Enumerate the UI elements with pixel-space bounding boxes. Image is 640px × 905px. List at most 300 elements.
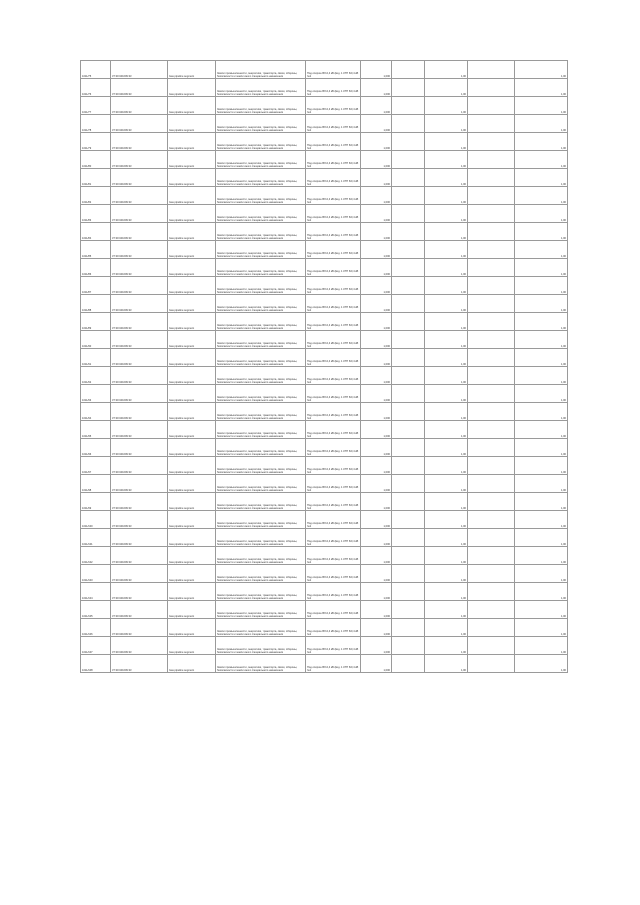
table-cell-v1 [392, 529, 425, 547]
table-cell-kind: Gas pipeline segment [168, 97, 216, 115]
table-cell-desc: Земли промышленности, энергетики, транспорта, связи, обороны, безопасности и земли иного специального назначения [216, 223, 306, 241]
table-cell-n: 1011/107 [81, 637, 111, 655]
table-cell-qty: 1,000 [361, 133, 392, 151]
table-cell-v3 [468, 241, 515, 259]
table-cell-addr: Под опорою ВЛ-0,4 кВ фид. 1 КТП 6/0,4 кВ №1 [306, 457, 361, 475]
table-cell-kind: Gas pipeline segment [168, 619, 216, 637]
table-cell-code: 37:30:041609:33 [111, 601, 168, 619]
table-row [81, 277, 568, 295]
table-cell-code: 37:30:041609:33 [111, 367, 168, 385]
table-cell-total: 1,00 [515, 259, 568, 277]
table-cell-addr: Под опорою ВЛ-0,4 кВ фид. 1 КТП 6/0,4 кВ №1 [306, 511, 361, 529]
table-cell-v1 [392, 493, 425, 511]
table-cell-qty: 1,000 [361, 331, 392, 349]
table-row [81, 385, 568, 403]
table-cell-qty: 1,000 [361, 439, 392, 457]
table-cell-qty: 1,000 [361, 583, 392, 601]
table-cell-addr: Под опорою ВЛ-0,4 кВ фид. 1 КТП 6/0,4 кВ №1 [306, 619, 361, 637]
table-cell-addr: Под опорою ВЛ-0,4 кВ фид. 1 КТП 6/0,4 кВ №1 [306, 115, 361, 133]
table-cell-v2: 1,00 [425, 295, 468, 313]
table-cell-v3 [468, 547, 515, 565]
table-cell-total: 1,00 [515, 637, 568, 655]
table-cell-v2: 1,00 [425, 241, 468, 259]
table-cell-addr: Под опорою ВЛ-0,4 кВ фид. 1 КТП 6/0,4 кВ №1 [306, 601, 361, 619]
table-cell-v1 [392, 457, 425, 475]
table-cell-code: 37:30:041609:33 [111, 151, 168, 169]
table-row [81, 655, 568, 673]
table-cell-v2: 1,00 [425, 457, 468, 475]
table-cell-desc: Земли промышленности, энергетики, транспорта, связи, обороны, безопасности и земли иного специального назначения [216, 475, 306, 493]
table-cell-v1 [392, 313, 425, 331]
table-cell-v1 [392, 565, 425, 583]
table-cell-desc: Земли промышленности, энергетики, транспорта, связи, обороны, безопасности и земли иного специального назначения [216, 511, 306, 529]
table-cell-total: 1,00 [515, 187, 568, 205]
table-cell-n: 1011/97 [81, 457, 111, 475]
table-cell-v3 [468, 493, 515, 511]
table-cell-n: 1011/99 [81, 493, 111, 511]
table-row [81, 241, 568, 259]
table-cell-v3 [468, 349, 515, 367]
table-row [81, 511, 568, 529]
table-cell-addr: Под опорою ВЛ-0,4 кВ фид. 1 КТП 6/0,4 кВ №1 [306, 187, 361, 205]
table-cell-desc: Земли промышленности, энергетики, транспорта, связи, обороны, безопасности и земли иного специального назначения [216, 457, 306, 475]
table-cell-v2: 1,00 [425, 313, 468, 331]
table-cell-v3 [468, 223, 515, 241]
table-cell-kind: Gas pipeline segment [168, 439, 216, 457]
table-cell-code: 37:30:041609:33 [111, 331, 168, 349]
table-cell-total: 1,00 [515, 115, 568, 133]
table-cell-v1 [392, 187, 425, 205]
table-row [81, 601, 568, 619]
table-cell-v3 [468, 205, 515, 223]
table-cell-qty: 1,000 [361, 187, 392, 205]
table-cell-total: 1,00 [515, 79, 568, 97]
table-cell-v2: 1,00 [425, 331, 468, 349]
table-cell-v2: 1,00 [425, 439, 468, 457]
table-cell-addr: Под опорою ВЛ-0,4 кВ фид. 1 КТП 6/0,4 кВ №1 [306, 439, 361, 457]
table-cell-total: 1,00 [515, 223, 568, 241]
table-cell-kind: Gas pipeline segment [168, 295, 216, 313]
table-row [81, 331, 568, 349]
table-cell-n: 1011/85 [81, 241, 111, 259]
table-cell-addr: Под опорою ВЛ-0,4 кВ фид. 1 КТП 6/0,4 кВ №1 [306, 403, 361, 421]
table-cell-code: 37:30:041609:33 [111, 619, 168, 637]
table-cell-total: 1,00 [515, 97, 568, 115]
table-cell-desc: Земли промышленности, энергетики, транспорта, связи, обороны, безопасности и земли иного специального назначения [216, 637, 306, 655]
table-row [81, 223, 568, 241]
table-cell-v3 [468, 385, 515, 403]
table-cell-total: 1,00 [515, 619, 568, 637]
table-row [81, 259, 568, 277]
table-cell-qty: 1,000 [361, 475, 392, 493]
table-cell-desc: Земли промышленности, энергетики, транспорта, связи, обороны, безопасности и земли иного специального назначения [216, 61, 306, 79]
table-row [81, 205, 568, 223]
table-cell-total: 1,00 [515, 511, 568, 529]
table-cell-kind: Gas pipeline segment [168, 529, 216, 547]
table-cell-addr: Под опорою ВЛ-0,4 кВ фид. 1 КТП 6/0,4 кВ №1 [306, 313, 361, 331]
table-cell-v2: 1,00 [425, 187, 468, 205]
table-cell-v2: 1,00 [425, 493, 468, 511]
table-cell-total: 1,00 [515, 331, 568, 349]
table-cell-total: 1,00 [515, 367, 568, 385]
table-cell-v2: 1,00 [425, 367, 468, 385]
table-cell-code: 37:30:041609:33 [111, 511, 168, 529]
table-cell-desc: Земли промышленности, энергетики, транспорта, связи, обороны, безопасности и земли иного специального назначения [216, 133, 306, 151]
table-cell-qty: 1,000 [361, 349, 392, 367]
table-cell-kind: Gas pipeline segment [168, 79, 216, 97]
table-cell-qty: 1,000 [361, 529, 392, 547]
table-cell-n: 1011/104 [81, 583, 111, 601]
table-cell-total: 1,00 [515, 295, 568, 313]
table-cell-qty: 1,000 [361, 313, 392, 331]
table-cell-v1 [392, 223, 425, 241]
table-cell-v1 [392, 205, 425, 223]
table-cell-code: 37:30:041609:33 [111, 385, 168, 403]
table-row [81, 403, 568, 421]
table-cell-v2: 1,00 [425, 169, 468, 187]
table-cell-total: 1,00 [515, 565, 568, 583]
table-cell-total: 1,00 [515, 421, 568, 439]
table-cell-total: 1,00 [515, 529, 568, 547]
table-cell-v1 [392, 295, 425, 313]
table-row [81, 151, 568, 169]
table-cell-code: 37:30:041609:33 [111, 493, 168, 511]
table-cell-v2: 1,00 [425, 133, 468, 151]
table-cell-v3 [468, 61, 515, 79]
table-row [81, 115, 568, 133]
table-cell-desc: Земли промышленности, энергетики, транспорта, связи, обороны, безопасности и земли иного специального назначения [216, 349, 306, 367]
table-cell-qty: 1,000 [361, 385, 392, 403]
table-cell-v1 [392, 511, 425, 529]
table-cell-total: 1,00 [515, 655, 568, 673]
table-cell-v1 [392, 601, 425, 619]
table-cell-v2: 1,00 [425, 511, 468, 529]
table-cell-kind: Gas pipeline segment [168, 313, 216, 331]
table-cell-v3 [468, 475, 515, 493]
table-cell-v2: 1,00 [425, 277, 468, 295]
table-cell-desc: Земли промышленности, энергетики, транспорта, связи, обороны, безопасности и земли иного специального назначения [216, 619, 306, 637]
table-cell-n: 1011/100 [81, 511, 111, 529]
table-cell-v3 [468, 457, 515, 475]
table-cell-code: 37:30:041609:33 [111, 169, 168, 187]
table-cell-kind: Gas pipeline segment [168, 169, 216, 187]
table-cell-v3 [468, 115, 515, 133]
table-cell-desc: Земли промышленности, энергетики, транспорта, связи, обороны, безопасности и земли иного специального назначения [216, 583, 306, 601]
table-row [81, 637, 568, 655]
table-cell-v1 [392, 403, 425, 421]
table-cell-qty: 1,000 [361, 169, 392, 187]
table-cell-total: 1,00 [515, 241, 568, 259]
table-cell-v2: 1,00 [425, 223, 468, 241]
table-cell-addr: Под опорою ВЛ-0,4 кВ фид. 1 КТП 6/0,4 кВ №1 [306, 475, 361, 493]
table-cell-v3 [468, 79, 515, 97]
table-cell-v2: 1,00 [425, 403, 468, 421]
table-cell-code: 37:30:041609:33 [111, 313, 168, 331]
table-cell-n: 1011/94 [81, 403, 111, 421]
table-cell-addr: Под опорою ВЛ-0,4 кВ фид. 1 КТП 6/0,4 кВ №1 [306, 97, 361, 115]
table-cell-n: 1011/80 [81, 151, 111, 169]
table-cell-kind: Gas pipeline segment [168, 547, 216, 565]
table-cell-code: 37:30:041609:33 [111, 259, 168, 277]
table-cell-qty: 1,000 [361, 601, 392, 619]
table-cell-n: 1011/91 [81, 349, 111, 367]
table-cell-addr: Под опорою ВЛ-0,4 кВ фид. 1 КТП 6/0,4 кВ №1 [306, 223, 361, 241]
table-cell-addr: Под опорою ВЛ-0,4 кВ фид. 1 КТП 6/0,4 кВ №1 [306, 529, 361, 547]
table-cell-desc: Земли промышленности, энергетики, транспорта, связи, обороны, безопасности и земли иного специального назначения [216, 655, 306, 673]
table-cell-v1 [392, 259, 425, 277]
table-cell-v1 [392, 619, 425, 637]
table-row [81, 313, 568, 331]
table-cell-v3 [468, 529, 515, 547]
table-cell-n: 1011/76 [81, 79, 111, 97]
table-cell-v3 [468, 151, 515, 169]
table-cell-n: 1011/90 [81, 331, 111, 349]
table-cell-n: 1011/89 [81, 313, 111, 331]
table-cell-desc: Земли промышленности, энергетики, транспорта, связи, обороны, безопасности и земли иного специального назначения [216, 493, 306, 511]
table-cell-qty: 1,000 [361, 619, 392, 637]
table-cell-desc: Земли промышленности, энергетики, транспорта, связи, обороны, безопасности и земли иного специального назначения [216, 79, 306, 97]
table-cell-kind: Gas pipeline segment [168, 259, 216, 277]
table-cell-v2: 1,00 [425, 475, 468, 493]
table-cell-v2: 1,00 [425, 115, 468, 133]
table-cell-v2: 1,00 [425, 619, 468, 637]
table-cell-code: 37:30:041609:33 [111, 475, 168, 493]
table-cell-code: 37:30:041609:33 [111, 241, 168, 259]
table-cell-n: 1011/96 [81, 439, 111, 457]
table-cell-addr: Под опорою ВЛ-0,4 кВ фид. 1 КТП 6/0,4 кВ №1 [306, 655, 361, 673]
table-row [81, 529, 568, 547]
table-cell-kind: Gas pipeline segment [168, 475, 216, 493]
table-cell-v2: 1,00 [425, 529, 468, 547]
table-cell-kind: Gas pipeline segment [168, 277, 216, 295]
table-cell-addr: Под опорою ВЛ-0,4 кВ фид. 1 КТП 6/0,4 кВ №1 [306, 277, 361, 295]
table-cell-desc: Земли промышленности, энергетики, транспорта, связи, обороны, безопасности и земли иного специального назначения [216, 403, 306, 421]
table-cell-qty: 1,000 [361, 205, 392, 223]
table-cell-v3 [468, 169, 515, 187]
table-cell-n: 1011/86 [81, 259, 111, 277]
table-cell-v1 [392, 439, 425, 457]
table-cell-addr: Под опорою ВЛ-0,4 кВ фид. 1 КТП 6/0,4 кВ №1 [306, 241, 361, 259]
table-cell-n: 1011/78 [81, 115, 111, 133]
table-cell-code: 37:30:041609:33 [111, 529, 168, 547]
table-cell-v3 [468, 403, 515, 421]
table-cell-total: 1,00 [515, 403, 568, 421]
table-cell-v3 [468, 583, 515, 601]
table-row [81, 133, 568, 151]
table-cell-addr: Под опорою ВЛ-0,4 кВ фид. 1 КТП 6/0,4 кВ №1 [306, 565, 361, 583]
table-body [81, 61, 568, 673]
table-cell-desc: Земли промышленности, энергетики, транспорта, связи, обороны, безопасности и земли иного специального назначения [216, 529, 306, 547]
table-cell-v3 [468, 619, 515, 637]
table-cell-v3 [468, 439, 515, 457]
table-cell-code: 37:30:041609:33 [111, 205, 168, 223]
table-cell-qty: 1,000 [361, 61, 392, 79]
table-row [81, 97, 568, 115]
table-cell-total: 1,00 [515, 493, 568, 511]
table-cell-code: 37:30:041609:33 [111, 223, 168, 241]
table-cell-code: 37:30:041609:33 [111, 637, 168, 655]
table-cell-total: 1,00 [515, 601, 568, 619]
table-cell-n: 1011/81 [81, 169, 111, 187]
table-cell-addr: Под опорою ВЛ-0,4 кВ фид. 1 КТП 6/0,4 кВ №1 [306, 547, 361, 565]
table-row [81, 367, 568, 385]
table-cell-total: 1,00 [515, 457, 568, 475]
table-cell-v2: 1,00 [425, 61, 468, 79]
table-cell-v2: 1,00 [425, 259, 468, 277]
table-cell-qty: 1,000 [361, 547, 392, 565]
table-cell-v3 [468, 313, 515, 331]
table-cell-kind: Gas pipeline segment [168, 421, 216, 439]
table-cell-code: 37:30:041609:33 [111, 115, 168, 133]
table-cell-kind: Gas pipeline segment [168, 349, 216, 367]
table-row [81, 295, 568, 313]
table-cell-desc: Земли промышленности, энергетики, транспорта, связи, обороны, безопасности и земли иного специального назначения [216, 547, 306, 565]
table-cell-v2: 1,00 [425, 583, 468, 601]
table-cell-n: 1011/84 [81, 223, 111, 241]
table-cell-addr: Под опорою ВЛ-0,4 кВ фид. 1 КТП 6/0,4 кВ №1 [306, 421, 361, 439]
table-cell-v2: 1,00 [425, 151, 468, 169]
table-cell-desc: Земли промышленности, энергетики, транспорта, связи, обороны, безопасности и земли иного специального назначения [216, 169, 306, 187]
table-row [81, 565, 568, 583]
table-cell-qty: 1,000 [361, 655, 392, 673]
table-cell-desc: Земли промышленности, энергетики, транспорта, связи, обороны, безопасности и земли иного специального назначения [216, 277, 306, 295]
table-cell-desc: Земли промышленности, энергетики, транспорта, связи, обороны, безопасности и земли иного специального назначения [216, 367, 306, 385]
table-cell-qty: 1,000 [361, 79, 392, 97]
table-cell-v3 [468, 367, 515, 385]
table-cell-qty: 1,000 [361, 115, 392, 133]
table-cell-addr: Под опорою ВЛ-0,4 кВ фид. 1 КТП 6/0,4 кВ №1 [306, 385, 361, 403]
table-cell-v2: 1,00 [425, 79, 468, 97]
table-cell-v3 [468, 187, 515, 205]
table-cell-qty: 1,000 [361, 223, 392, 241]
table-cell-qty: 1,000 [361, 511, 392, 529]
table-cell-desc: Земли промышленности, энергетики, транспорта, связи, обороны, безопасности и земли иного специального назначения [216, 187, 306, 205]
table-cell-kind: Gas pipeline segment [168, 385, 216, 403]
table-cell-addr: Под опорою ВЛ-0,4 кВ фид. 1 КТП 6/0,4 кВ №1 [306, 169, 361, 187]
table-cell-v3 [468, 97, 515, 115]
table-cell-v1 [392, 241, 425, 259]
table-cell-kind: Gas pipeline segment [168, 115, 216, 133]
table-row [81, 187, 568, 205]
table-row [81, 169, 568, 187]
table-cell-code: 37:30:041609:33 [111, 421, 168, 439]
table-cell-addr: Под опорою ВЛ-0,4 кВ фид. 1 КТП 6/0,4 кВ №1 [306, 331, 361, 349]
table-cell-v1 [392, 133, 425, 151]
table-cell-v3 [468, 133, 515, 151]
table-cell-kind: Gas pipeline segment [168, 601, 216, 619]
table-row [81, 439, 568, 457]
table-cell-total: 1,00 [515, 349, 568, 367]
table-cell-code: 37:30:041609:33 [111, 187, 168, 205]
table-cell-code: 37:30:041609:33 [111, 565, 168, 583]
table-cell-addr: Под опорою ВЛ-0,4 кВ фид. 1 КТП 6/0,4 кВ №1 [306, 205, 361, 223]
table-cell-addr: Под опорою ВЛ-0,4 кВ фид. 1 КТП 6/0,4 кВ №1 [306, 349, 361, 367]
table-cell-kind: Gas pipeline segment [168, 241, 216, 259]
table-cell-v3 [468, 421, 515, 439]
table-cell-v2: 1,00 [425, 385, 468, 403]
table-cell-desc: Земли промышленности, энергетики, транспорта, связи, обороны, безопасности и земли иного специального назначения [216, 97, 306, 115]
table-cell-n: 1011/79 [81, 133, 111, 151]
table-cell-qty: 1,000 [361, 295, 392, 313]
table-cell-total: 1,00 [515, 439, 568, 457]
table-cell-qty: 1,000 [361, 493, 392, 511]
table-row [81, 493, 568, 511]
table-cell-kind: Gas pipeline segment [168, 583, 216, 601]
table-cell-v2: 1,00 [425, 547, 468, 565]
table-cell-desc: Земли промышленности, энергетики, транспорта, связи, обороны, безопасности и земли иного специального назначения [216, 259, 306, 277]
table-cell-addr: Под опорою ВЛ-0,4 кВ фид. 1 КТП 6/0,4 кВ №1 [306, 259, 361, 277]
table-cell-code: 37:30:041609:33 [111, 295, 168, 313]
table-cell-v1 [392, 79, 425, 97]
table-cell-desc: Земли промышленности, энергетики, транспорта, связи, обороны, безопасности и земли иного специального назначения [216, 295, 306, 313]
table-row [81, 475, 568, 493]
table-cell-code: 37:30:041609:33 [111, 547, 168, 565]
table-cell-kind: Gas pipeline segment [168, 403, 216, 421]
table-cell-code: 37:30:041609:33 [111, 133, 168, 151]
table-cell-kind: Gas pipeline segment [168, 61, 216, 79]
table-cell-kind: Gas pipeline segment [168, 151, 216, 169]
table-cell-n: 1011/102 [81, 547, 111, 565]
table-cell-desc: Земли промышленности, энергетики, транспорта, связи, обороны, безопасности и земли иного специального назначения [216, 115, 306, 133]
table-cell-desc: Земли промышленности, энергетики, транспорта, связи, обороны, безопасности и земли иного специального назначения [216, 439, 306, 457]
table-cell-desc: Земли промышленности, энергетики, транспорта, связи, обороны, безопасности и земли иного специального назначения [216, 601, 306, 619]
table-cell-addr: Под опорою ВЛ-0,4 кВ фид. 1 КТП 6/0,4 кВ №1 [306, 583, 361, 601]
table-cell-v3 [468, 277, 515, 295]
table-cell-addr: Под опорою ВЛ-0,4 кВ фид. 1 КТП 6/0,4 кВ №1 [306, 151, 361, 169]
table-cell-qty: 1,000 [361, 637, 392, 655]
table-cell-n: 1011/83 [81, 205, 111, 223]
table-cell-v1 [392, 169, 425, 187]
table-cell-v3 [468, 295, 515, 313]
table-row [81, 457, 568, 475]
table-cell-code: 37:30:041609:33 [111, 457, 168, 475]
table-cell-v2: 1,00 [425, 655, 468, 673]
table-cell-v2: 1,00 [425, 565, 468, 583]
table-cell-qty: 1,000 [361, 421, 392, 439]
table-cell-v3 [468, 259, 515, 277]
table-cell-kind: Gas pipeline segment [168, 637, 216, 655]
table-cell-total: 1,00 [515, 475, 568, 493]
table-cell-addr: Под опорою ВЛ-0,4 кВ фид. 1 КТП 6/0,4 кВ №1 [306, 637, 361, 655]
table-cell-v2: 1,00 [425, 97, 468, 115]
table-cell-n: 1011/88 [81, 295, 111, 313]
table-cell-v1 [392, 583, 425, 601]
table-cell-n: 1011/103 [81, 565, 111, 583]
table-cell-n: 1011/108 [81, 655, 111, 673]
table-cell-kind: Gas pipeline segment [168, 205, 216, 223]
table-cell-total: 1,00 [515, 61, 568, 79]
table-cell-n: 1011/75 [81, 61, 111, 79]
table-cell-code: 37:30:041609:33 [111, 97, 168, 115]
table-cell-v1 [392, 115, 425, 133]
table-cell-v2: 1,00 [425, 205, 468, 223]
table-cell-n: 1011/106 [81, 619, 111, 637]
table-cell-total: 1,00 [515, 205, 568, 223]
table-cell-v1 [392, 61, 425, 79]
table-cell-v2: 1,00 [425, 349, 468, 367]
table-cell-code: 37:30:041609:33 [111, 403, 168, 421]
table-cell-total: 1,00 [515, 277, 568, 295]
table-cell-v1 [392, 151, 425, 169]
table-cell-v1 [392, 331, 425, 349]
table-cell-desc: Земли промышленности, энергетики, транспорта, связи, обороны, безопасности и земли иного специального назначения [216, 241, 306, 259]
table-cell-n: 1011/101 [81, 529, 111, 547]
table-cell-desc: Земли промышленности, энергетики, транспорта, связи, обороны, безопасности и земли иного специального назначения [216, 205, 306, 223]
table-cell-v2: 1,00 [425, 421, 468, 439]
table-cell-n: 1011/82 [81, 187, 111, 205]
table-cell-code: 37:30:041609:33 [111, 655, 168, 673]
table-cell-v3 [468, 637, 515, 655]
